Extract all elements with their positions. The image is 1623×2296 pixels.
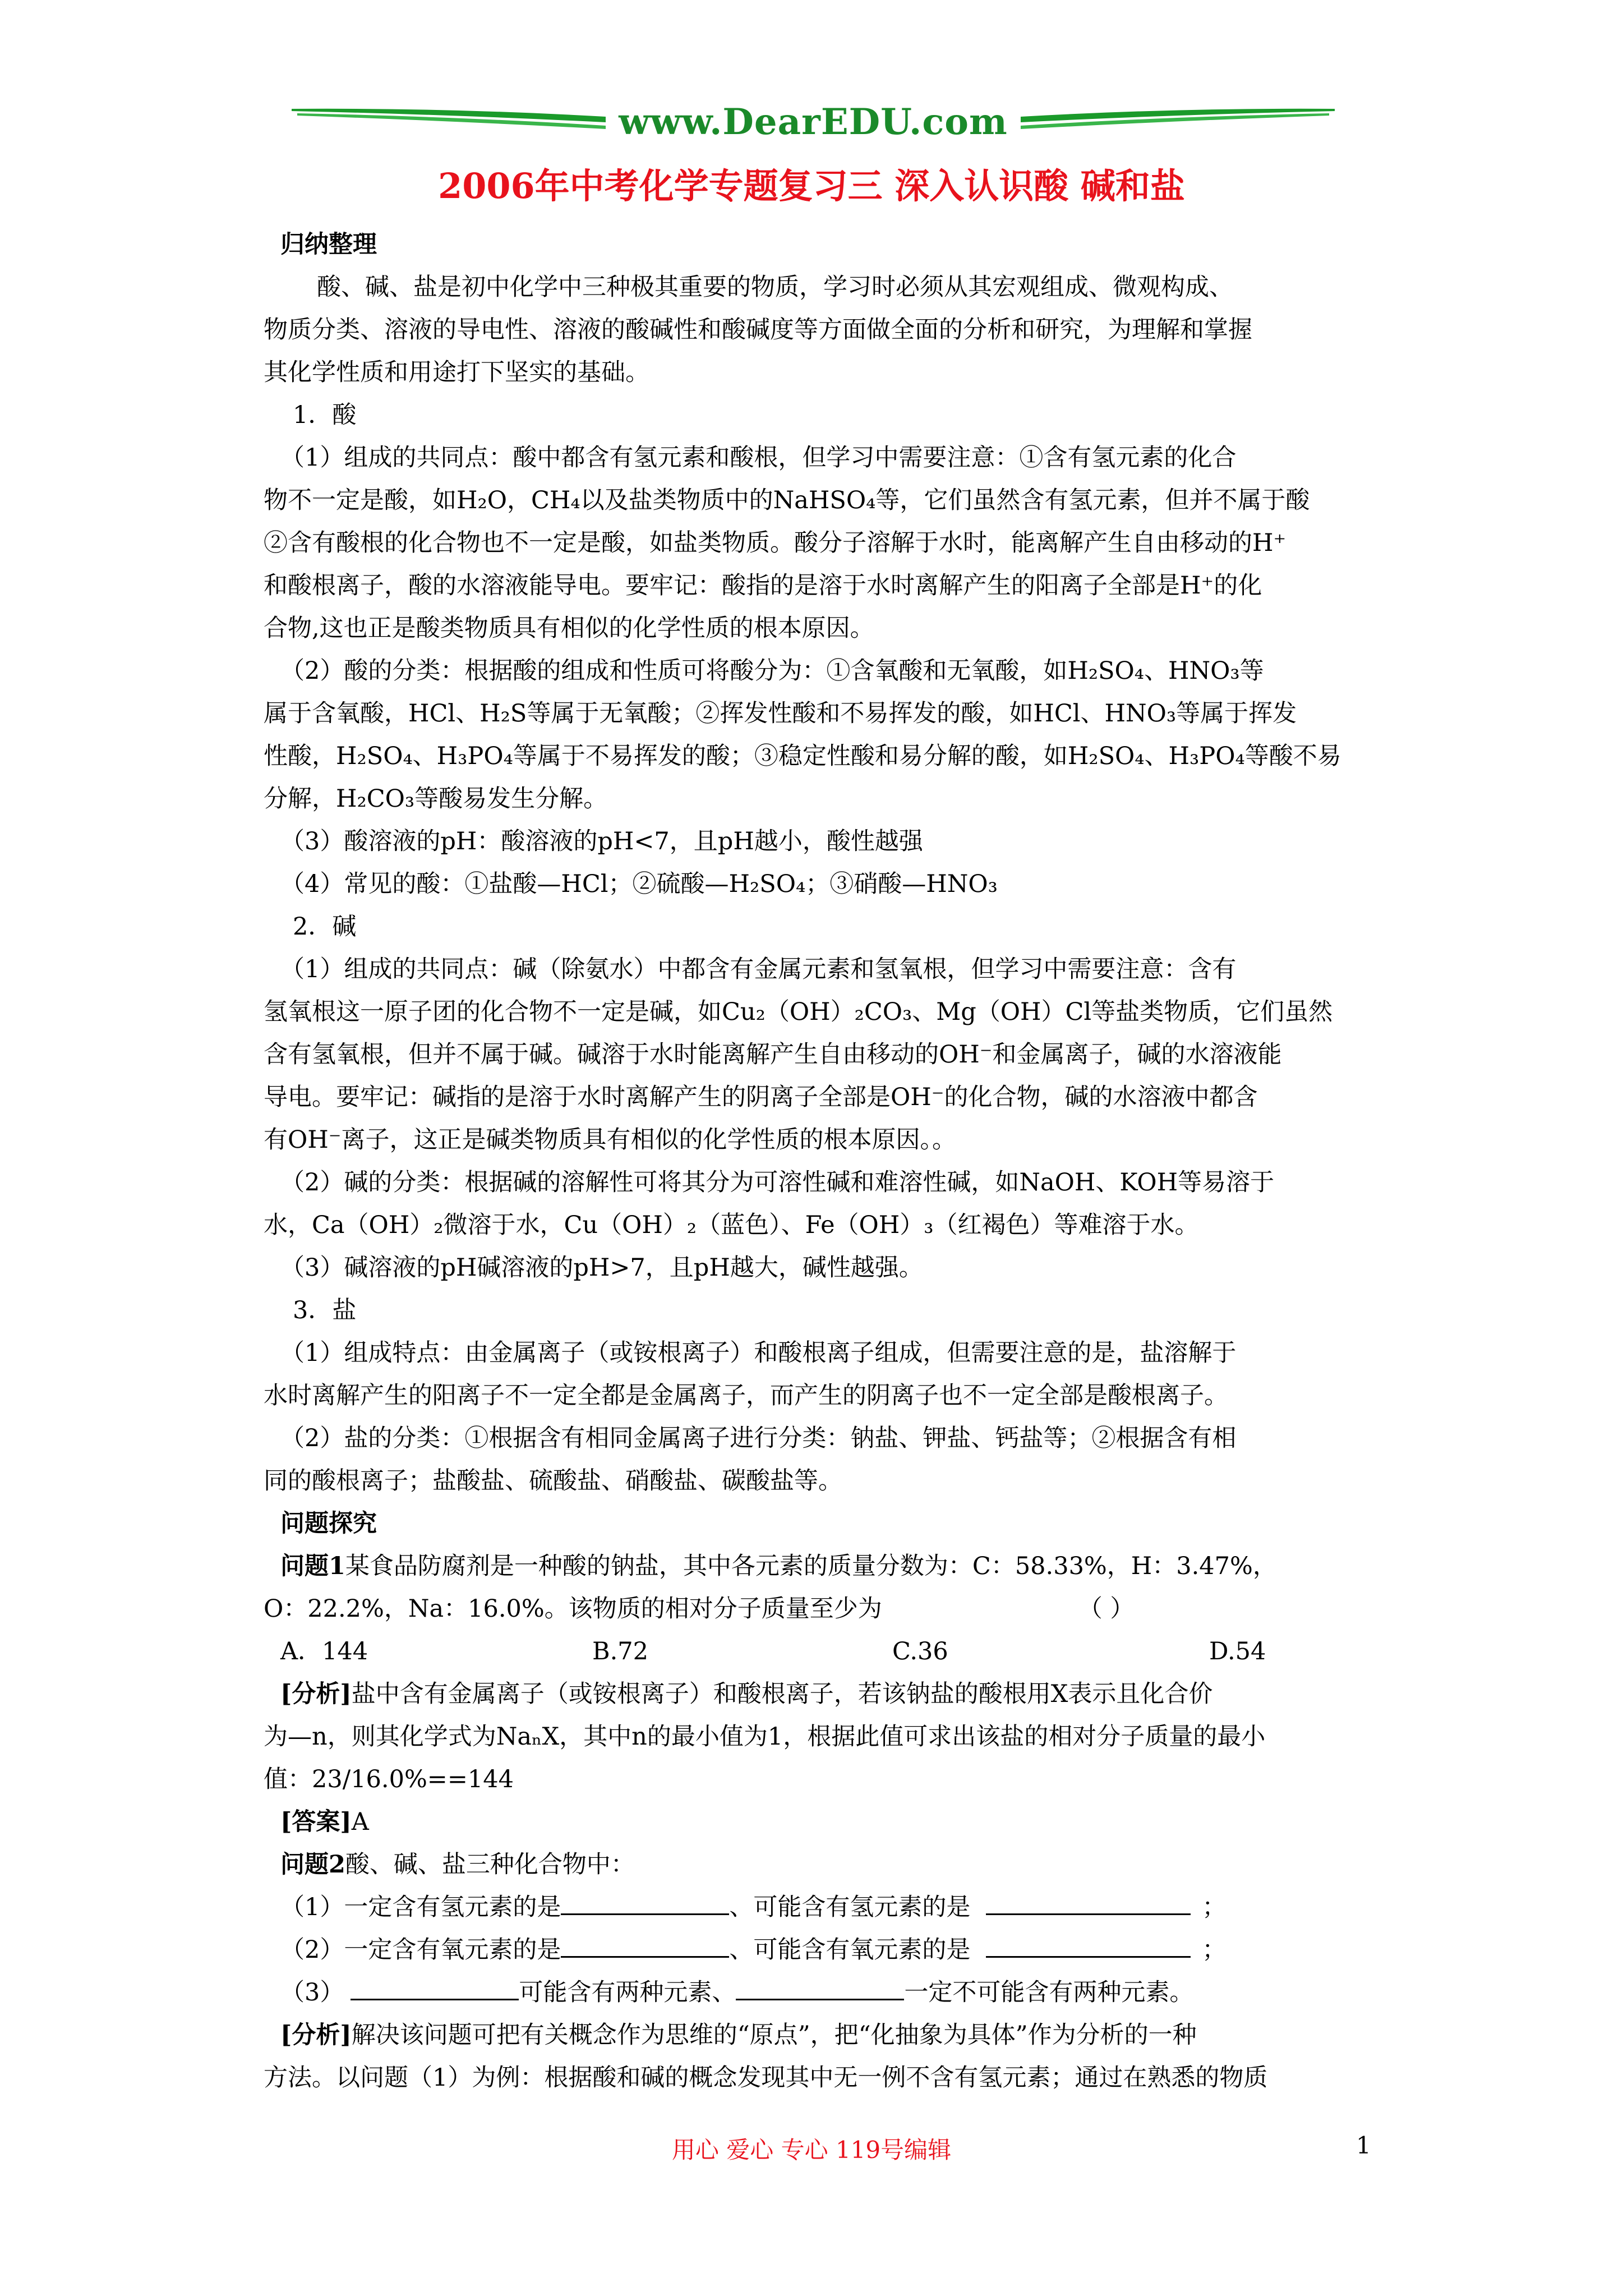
- question-2-text: 酸、碱、盐三种化合物中：: [345, 1851, 635, 1879]
- acid-line: 性酸，H₂SO₄、H₃PO₄等属于不易挥发的酸；③稳定性酸和易分解的酸，如H₂SO₄、H₃PO₄等酸不易: [264, 742, 1341, 770]
- site-url: www.DearEDU.com: [619, 101, 1008, 143]
- analysis-2: [264, 2014, 1413, 2056]
- acid-line: （4）常见的酸：①盐酸—HCl；②硫酸—H₂SO₄；③硝酸—HNO₃: [280, 870, 998, 898]
- semicolon: ；: [1202, 1936, 1227, 1964]
- base-line: 导电。要牢记：碱指的是溶于水时离解产生的阴离子全部是OH⁻的化合物，碱的水溶液中都含: [264, 1083, 1258, 1111]
- acid-line: 分解，H₂CO₃等酸易发生分解。: [264, 785, 608, 813]
- question-2: [264, 1843, 1413, 1886]
- acid-line: （2）酸的分类：根据酸的组成和性质可将酸分为：①含氧酸和无氧酸，如H₂SO₄、HNO₃等: [280, 657, 1264, 685]
- question-1: [264, 1545, 1413, 1588]
- part-1-prefix: （1）一定含有氢元素的是: [280, 1893, 561, 1921]
- summary-heading: 归纳整理: [280, 231, 377, 259]
- base-heading: 2．碱: [293, 913, 357, 941]
- intro-line: 酸、碱、盐是初中化学中三种极其重要的物质，学习时必须从其宏观组成、微观构成、: [317, 273, 1233, 301]
- analysis-1-line: 为—n，则其化学式为NaₙX，其中n的最小值为1，根据此值可求出该盐的相对分子质量的最小: [264, 1723, 1266, 1751]
- blank-field[interactable]: [351, 1976, 519, 2000]
- part-2-middle: 、可能含有氧元素的是: [729, 1936, 971, 1964]
- part-1-middle: 、可能含有氢元素的是: [729, 1893, 971, 1921]
- acid-line: 属于含氧酸，HCl、H₂S等属于无氧酸；②挥发性酸和不易挥发的酸，如HCl、HNO₃等属于挥发: [264, 700, 1297, 728]
- base-line: 有OH⁻离子，这正是碱类物质具有相似的化学性质的根本原因。。: [264, 1126, 956, 1154]
- analysis-1: [264, 1673, 1413, 1715]
- answer-value: A: [351, 1808, 369, 1836]
- question-2-part-1: [264, 1886, 1413, 1929]
- option-c[interactable]: C.36: [892, 1637, 948, 1665]
- part-3-prefix: （3）: [280, 1978, 344, 2007]
- acid-line: （1）组成的共同点：酸中都含有氢元素和酸根，但学习中需要注意：①含有氢元素的化合: [280, 444, 1237, 472]
- answer-1: [264, 1801, 1413, 1843]
- question-1-line2: [264, 1588, 1413, 1630]
- option-a[interactable]: A．144: [280, 1637, 368, 1665]
- site-banner: [292, 94, 1335, 156]
- page-title: 2006年中考化学专题复习三 深入认识酸 碱和盐: [438, 165, 1185, 206]
- answer-label: [答案]: [280, 1808, 352, 1836]
- blank-field[interactable]: [561, 1891, 729, 1915]
- base-line: （2）碱的分类：根据碱的溶解性可将其分为可溶性碱和难溶性碱，如NaOH、KOH等易溶于: [280, 1168, 1275, 1197]
- acid-heading: 1．酸: [293, 401, 357, 429]
- base-line: （3）碱溶液的pH碱溶液的pH>7，且pH越大，碱性越强。: [280, 1254, 923, 1282]
- blank-field[interactable]: [986, 1891, 1191, 1915]
- analysis-2-line: 解决该问题可把有关概念作为思维的“原点”，把“化抽象为具体”作为分析的一种: [351, 2021, 1197, 2049]
- explore-heading: 问题探究: [280, 1510, 377, 1538]
- analysis-2-line: 方法。以问题（1）为例：根据酸和碱的概念发现其中无一例不含有氢元素；通过在熟悉的物质: [264, 2064, 1268, 2092]
- footer-text: 用心 爱心 专心 119号编辑: [671, 2136, 952, 2164]
- question-2-label: 问题2: [280, 1851, 345, 1879]
- question-1-options: [264, 1630, 1413, 1673]
- salt-heading: 3．盐: [293, 1296, 357, 1324]
- blank-field[interactable]: [736, 1976, 904, 2000]
- document-body: [264, 223, 1413, 2099]
- question-2-part-2: [264, 1929, 1413, 1971]
- salt-line: 水时离解产生的阳离子不一定全都是金属离子，而产生的阴离子也不一定全部是酸根离子。: [264, 1382, 1228, 1410]
- salt-line: 同的酸根离子；盐酸盐、硫酸盐、硝酸盐、碳酸盐等。: [264, 1467, 842, 1495]
- answer-paren: （ ）: [1078, 1595, 1135, 1623]
- acid-line: 和酸根离子，酸的水溶液能导电。要牢记：酸指的是溶于水时离解产生的阳离子全部是H⁺的化: [264, 572, 1262, 600]
- question-1-label: 问题1: [280, 1552, 345, 1580]
- base-line: 含有氢氧根，但并不属于碱。碱溶于水时能离解产生自由移动的OH⁻和金属离子，碱的水溶液能: [264, 1041, 1282, 1069]
- option-d[interactable]: D.54: [1209, 1637, 1266, 1665]
- acid-line: 合物,这也正是酸类物质具有相似的化学性质的根本原因。: [264, 614, 874, 642]
- blank-field[interactable]: [561, 1934, 729, 1958]
- semicolon: ；: [1202, 1893, 1227, 1921]
- part-3-suffix: 一定不可能含有两种元素。: [904, 1978, 1194, 2007]
- acid-line: 物不一定是酸，如H₂O，CH₄以及盐类物质中的NaHSO₄等，它们虽然含有氢元素，但并不属于酸: [264, 486, 1310, 514]
- blank-field[interactable]: [986, 1934, 1191, 1958]
- analysis-label: [分析]: [280, 2021, 352, 2049]
- analysis-1-line: 盐中含有金属离子（或铵根离子）和酸根离子，若该钠盐的酸根用X表示且化合价: [351, 1680, 1213, 1708]
- option-b[interactable]: B.72: [592, 1637, 648, 1665]
- analysis-label: [分析]: [280, 1680, 352, 1708]
- base-line: （1）组成的共同点：碱（除氨水）中都含有金属元素和氢氧根，但学习中需要注意：含有: [280, 955, 1237, 983]
- question-1-stem: O：22.2%，Na：16.0%。该物质的相对分子质量至少为: [264, 1595, 882, 1623]
- salt-line: （2）盐的分类：①根据含有相同金属离子进行分类：钠盐、钾盐、钙盐等；②根据含有相: [280, 1424, 1237, 1452]
- salt-line: （1）组成特点：由金属离子（或铵根离子）和酸根离子组成，但需要注意的是，盐溶解于: [280, 1339, 1237, 1367]
- question-1-text: 某食品防腐剂是一种酸的钠盐，其中各元素的质量分数为：C：58.33%，H：3.47%，: [345, 1552, 1277, 1580]
- intro-line: 其化学性质和用途打下坚实的基础。: [264, 358, 649, 386]
- part-2-prefix: （2）一定含有氧元素的是: [280, 1936, 561, 1964]
- base-line: 氢氧根这一原子团的化合物不一定是碱，如Cu₂（OH）₂CO₃、Mg（OH）Cl等盐类物质，它们虽然: [264, 998, 1333, 1026]
- intro-line: 物质分类、溶液的导电性、溶液的酸碱性和酸碱度等方面做全面的分析和研究，为理解和掌握: [264, 316, 1252, 344]
- analysis-1-line: 值：23/16.0%==144: [264, 1765, 514, 1793]
- question-2-part-3: [264, 1971, 1413, 2014]
- base-line: 水，Ca（OH）₂微溶于水，Cu（OH）₂（蓝色）、Fe（OH）₃（红褐色）等难溶于水。: [264, 1211, 1199, 1239]
- part-3-middle: 可能含有两种元素、: [519, 1978, 736, 2007]
- acid-line: （3）酸溶液的pH：酸溶液的pH<7，且pH越小，酸性越强: [280, 827, 923, 855]
- page-number: 1: [1356, 2132, 1371, 2159]
- acid-line: ②含有酸根的化合物也不一定是酸，如盐类物质。酸分子溶解于水时，能离解产生自由移动的H⁺: [264, 529, 1287, 557]
